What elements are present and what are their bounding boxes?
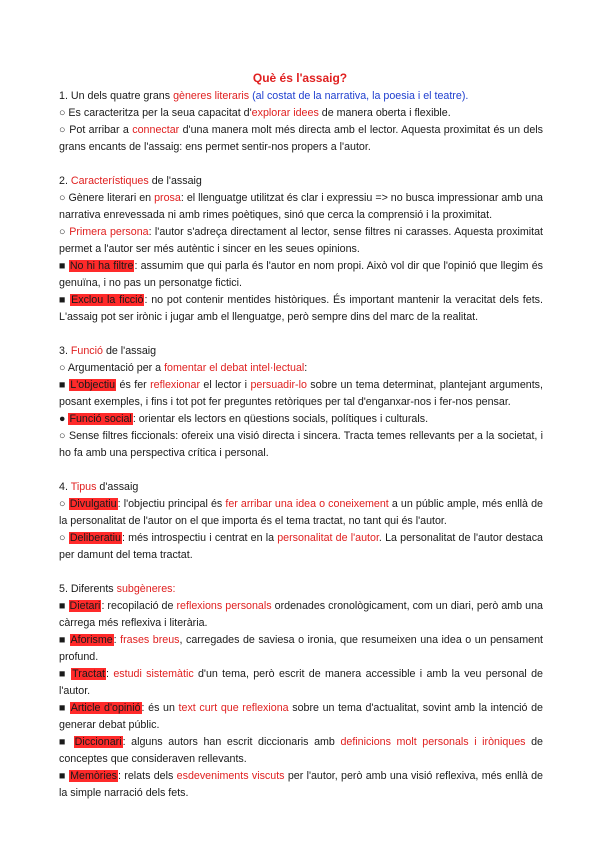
text: ○ — [59, 226, 70, 238]
keyword: explorar idees — [251, 107, 319, 119]
text: . La personalitat de l'autor destaca per damunt del tema tractat. — [59, 532, 543, 561]
document-body — [59, 88, 543, 802]
text: d'assaig — [96, 481, 139, 493]
s2-item-ficcio — [59, 292, 543, 326]
s5-item-aforisme — [59, 632, 543, 666]
keyword: Tipus — [70, 481, 97, 493]
text: ■ — [59, 294, 71, 306]
s5-item-article-opinio — [59, 700, 543, 734]
text: ○ Pot arribar a — [59, 124, 133, 136]
text: ○ Argumentació per a — [59, 362, 165, 374]
keyword: personalitat de l'autor — [277, 532, 379, 544]
text: ○ — [59, 498, 69, 510]
s3-item-objectiu — [59, 377, 543, 411]
text: 2. — [59, 175, 71, 187]
highlighted-term: Diccionari — [74, 736, 122, 748]
keyword: fomentar el debat intel·lectual — [164, 362, 305, 374]
section-gap — [59, 564, 543, 581]
section-heading-5 — [59, 581, 543, 598]
s4-item-divulgatiu — [59, 496, 543, 530]
keyword: persuadir-lo — [250, 379, 307, 391]
s3-item-funcio-social — [59, 411, 543, 428]
keyword: frases breus — [120, 634, 180, 646]
keyword: esdeveniments viscuts — [176, 770, 285, 782]
text: el lector i — [200, 379, 251, 391]
text: ■ — [59, 736, 74, 748]
section-heading-3 — [59, 343, 543, 360]
text: : és un — [141, 702, 179, 714]
text: d'un tema, però escrit de manera accessible i amb la veu personal de l'autor. — [59, 668, 543, 697]
page-title: Què és l'assaig? — [252, 71, 348, 85]
highlighted-term: Dietari — [69, 600, 101, 612]
keyword: reflexionar — [150, 379, 201, 391]
highlighted-term: Article d'opinió — [70, 702, 141, 714]
s5-item-diccionari — [59, 734, 543, 768]
text: ■ — [59, 702, 70, 714]
keyword: connectar — [132, 124, 180, 136]
text: d'una manera molt més directa amb el lector. Aquesta proximitat és un dels grans encants de l'assaig: ens permet sentir-nos propers a l'autor. — [59, 124, 544, 153]
keyword: prosa — [154, 192, 181, 204]
text: : l'autor s'adreça directament al lector, sense filtres ni carasses. Aquesta proximitat permet a l'autor ser més autèntic i sincer en les seues opinions. — [59, 226, 543, 255]
text: a un públic ample, més enllà de la personalitat de l'autor on el que importa és el tema tractat, no tant qui és l'autor. — [59, 498, 543, 527]
text: : alguns autors han escrit diccionaris amb — [122, 736, 341, 748]
parenthetical-note: (al costat de la narrativa, la poesia i el teatre). — [252, 90, 469, 102]
section-gap — [59, 462, 543, 479]
text: 5. Diferents — [59, 583, 117, 595]
text: 1. Un dels quatre grans — [59, 90, 174, 102]
text: : el llenguatge utilitzat és clar i expressiu => no busca impressionar amb una narrativa enrevessada ni amb rimes poètiques, sinó que cerca la comprensió i la proximitat. — [59, 192, 543, 221]
keyword: text curt que reflexiona — [178, 702, 289, 714]
s3-item-argumentacio — [59, 360, 543, 377]
s2-item-prosa — [59, 190, 543, 224]
highlighted-term: Aforisme — [70, 634, 113, 646]
keyword: fer arribar una idea o coneixement — [225, 498, 389, 510]
text: : orientar els lectors en qüestions socials, polítiques i culturals. — [132, 413, 429, 425]
text: : relats dels — [118, 770, 177, 782]
text: ■ — [59, 600, 69, 612]
highlighted-term: Deliberatiu — [69, 532, 121, 544]
keyword: Funció — [70, 345, 103, 357]
text: és fer — [116, 379, 151, 391]
keyword: Característiques — [70, 175, 149, 187]
highlighted-term: No hi ha filtre — [69, 260, 134, 272]
text: sobre un tema determinat, plantejant arguments, posant exemples, i fins i tot pot fer preguntes retòriques per tal d'enganxar-nos i fer-nos pensar. — [59, 379, 543, 408]
s2-item-primera-persona — [59, 224, 543, 258]
text: ● — [59, 413, 69, 425]
highlighted-term: Exclou la ficció — [71, 294, 144, 306]
keyword: Primera persona — [69, 226, 149, 238]
text: : recopilació de — [101, 600, 177, 612]
text: : — [304, 362, 308, 374]
s4-item-deliberatiu — [59, 530, 543, 564]
keyword: subgèneres: — [116, 583, 176, 595]
text: 4. — [59, 481, 71, 493]
text: ○ Es caracteritza per la seua capacitat d' — [59, 107, 252, 119]
intro-line-1 — [59, 88, 543, 105]
text: ■ — [59, 634, 70, 646]
s2-item-filtre — [59, 258, 543, 292]
text: de l'assaig — [148, 175, 202, 187]
text: ■ — [59, 770, 70, 782]
text: de manera oberta i flexible. — [318, 107, 451, 119]
text: ■ — [59, 379, 70, 391]
text: per l'autor, però amb una visió reflexiva, més enllà de la simple narració dels fets. — [59, 770, 543, 799]
text: de conceptes que consideraven rellevants. — [59, 736, 543, 765]
keyword: gèneres literaris — [173, 90, 250, 102]
text: de l'assaig — [102, 345, 157, 357]
text: ordenades cronològicament, com un diari, però amb una càrrega més reflexiva i literària. — [59, 600, 543, 629]
intro-line-2 — [59, 105, 543, 122]
section-heading-4 — [59, 479, 543, 496]
text: 3. — [59, 345, 71, 357]
text: ○ — [59, 532, 69, 544]
s5-item-memories — [59, 768, 543, 802]
section-gap — [59, 156, 543, 173]
highlighted-term: L'objectiu — [70, 379, 116, 391]
keyword: definicions molt personals i iròniques — [340, 736, 526, 748]
intro-line-3 — [59, 122, 543, 156]
highlighted-term: Tractat — [72, 668, 106, 680]
section-gap — [59, 326, 543, 343]
s5-item-tractat — [59, 666, 543, 700]
text: : més introspectiu i centrat en la — [121, 532, 278, 544]
highlighted-term: Divulgatiu — [69, 498, 117, 510]
text: : l'objectiu principal és — [117, 498, 226, 510]
text: : assumim que qui parla és l'autor en nom propi. Això vol dir que l'opinió que llegim és genuïna, i no pas un personatge fictici. — [59, 260, 543, 289]
text: ○ Gènere literari en — [59, 192, 155, 204]
highlighted-term: Memòries — [70, 770, 118, 782]
section-heading-2 — [59, 173, 543, 190]
highlighted-term: Funció social — [69, 413, 132, 425]
s5-item-dietari — [59, 598, 543, 632]
text: : — [113, 634, 121, 646]
text: ■ — [59, 668, 72, 680]
text: sobre un tema d'actualitat, sovint amb la intenció de generar debat públic. — [59, 702, 544, 731]
text: , carregades de saviesa o ironia, que resumeixen una idea o un pensament profund. — [59, 634, 543, 663]
text: ■ — [59, 260, 69, 272]
keyword: estudi sistemàtic — [113, 668, 194, 680]
keyword: reflexions personals — [176, 600, 272, 612]
s3-item-sense-filtres: ○ Sense filtres ficcionals: ofereix una visió directa i sincera. Tracta temes rellevants per a la societat, i ho fa amb una perspectiva crítica i personal. — [59, 430, 543, 459]
text: : no pot contenir mentides històriques. És important mantenir la veracitat dels fets. L'assaig pot ser irònic i jugar amb el llenguatge, però sempre dins del marc de la realitat. — [59, 294, 543, 323]
text: : — [106, 668, 114, 680]
